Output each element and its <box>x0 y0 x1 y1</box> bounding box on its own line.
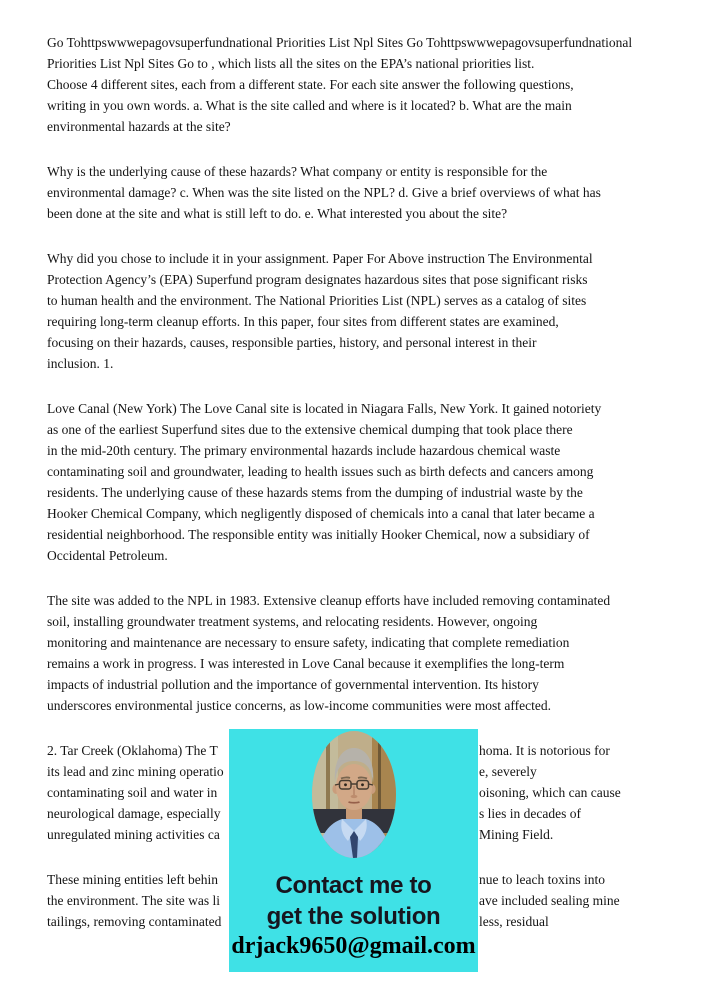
contact-heading <box>267 870 441 932</box>
text-line: been done at the site and what is still left to do. e. What interested you about the site? <box>47 206 508 221</box>
paragraph-4 <box>47 398 669 566</box>
text-fragment-right: ave included sealing mine <box>479 893 620 908</box>
text-fragment-right: e, severely <box>479 764 537 779</box>
text-line: focusing on their hazards, causes, responsible parties, history, and personal interest in their <box>47 335 537 350</box>
portrait-illustration <box>312 731 396 858</box>
text-line: contaminating soil and groundwater, leading to health issues such as birth defects and cancers among <box>47 464 594 479</box>
paragraph-1 <box>47 32 669 137</box>
text-line: Occidental Petroleum. <box>47 548 168 563</box>
text-fragment-right: s lies in decades of <box>479 806 581 821</box>
text-line: environmental damage? c. When was the site listed on the NPL? d. Give a brief overviews of what has <box>47 185 601 200</box>
paragraph-5 <box>47 590 669 716</box>
text-line: inclusion. 1. <box>47 356 114 371</box>
text-line: Why is the underlying cause of these hazards? What company or entity is responsible for the <box>47 164 548 179</box>
text-line: monitoring and maintenance are necessary to ensure safety, indicating that complete remediation <box>47 635 570 650</box>
text-fragment-left: contaminating soil and water in <box>47 785 218 800</box>
text-fragment-left: unregulated mining activities ca <box>47 827 220 842</box>
text-line: as one of the earliest Superfund sites due to the extensive chemical dumping that took place there <box>47 422 573 437</box>
text-fragment-right: oisoning, which can cause <box>479 785 621 800</box>
text-line: Priorities List Npl Sites Go to , which lists all the sites on the EPA’s national priorities list. <box>47 56 535 71</box>
contact-heading-line1: Contact me to <box>275 872 432 899</box>
paragraph-2 <box>47 161 669 224</box>
text-line: to human health and the environment. The National Priorities List (NPL) serves as a catalog of sites <box>47 293 587 308</box>
text-line: requiring long-term cleanup efforts. In this paper, four sites from different states are examined, <box>47 314 559 329</box>
text-line: The site was added to the NPL in 1983. Extensive cleanup efforts have included removing contaminated <box>47 593 611 608</box>
text-line: Love Canal (New York) The Love Canal site is located in Niagara Falls, New York. It gained notoriety <box>47 401 602 416</box>
text-fragment-left: tailings, removing contaminated <box>47 914 222 929</box>
text-fragment-left: its lead and zinc mining operatio <box>47 764 224 779</box>
text-line: Go Tohttpswwwepagovsuperfundnational Priorities List Npl Sites Go Tohttpswwwepagovsuperfundnational <box>47 35 633 50</box>
text-line: residents. The underlying cause of these hazards stems from the dumping of industrial waste by the <box>47 485 583 500</box>
text-line: in the mid-20th century. The primary environmental hazards include hazardous chemical waste <box>47 443 561 458</box>
text-line: residential neighborhood. The responsible entity was initially Hooker Chemical, now a subsidiary of <box>47 527 590 542</box>
text-fragment-left: 2. Tar Creek (Oklahoma) The T <box>47 743 218 758</box>
text-line: Protection Agency’s (EPA) Superfund program designates hazardous sites that pose significant risks <box>47 272 588 287</box>
text-line: writing in you own words. a. What is the site called and where is it located? b. What are the main <box>47 98 572 113</box>
text-fragment-left: neurological damage, especially <box>47 806 221 821</box>
text-fragment-left: These mining entities left behin <box>47 872 218 887</box>
text-fragment-right: Mining Field. <box>479 827 554 842</box>
paragraph-3 <box>47 248 669 374</box>
text-line: Why did you chose to include it in your assignment. Paper For Above instruction The Environmental <box>47 251 593 266</box>
contact-heading-line2: get the solution <box>266 903 441 930</box>
text-line: impacts of industrial pollution and the importance of governmental intervention. Its history <box>47 677 539 692</box>
text-line: Choose 4 different sites, each from a different state. For each site answer the following questions, <box>47 77 574 92</box>
text-line: underscores environmental justice concerns, as low-income communities were most affected. <box>47 698 551 713</box>
text-line: Hooker Chemical Company, which negligently disposed of chemicals into a canal that later became a <box>47 506 595 521</box>
contact-email[interactable]: drjack9650@gmail.com <box>231 933 476 959</box>
text-line: remains a work in progress. I was interested in Love Canal because it exemplifies the long-term <box>47 656 565 671</box>
text-line: soil, installing groundwater treatment systems, and relocating residents. However, ongoing <box>47 614 538 629</box>
text-line: environmental hazards at the site? <box>47 119 231 134</box>
text-fragment-right: homa. It is notorious for <box>479 743 610 758</box>
text-fragment-right: less, residual <box>479 914 549 929</box>
tutor-portrait-photo <box>312 731 396 858</box>
text-fragment-right: nue to leach toxins into <box>479 872 605 887</box>
contact-ad-overlay[interactable] <box>229 729 478 972</box>
text-fragment-left: the environment. The site was li <box>47 893 220 908</box>
